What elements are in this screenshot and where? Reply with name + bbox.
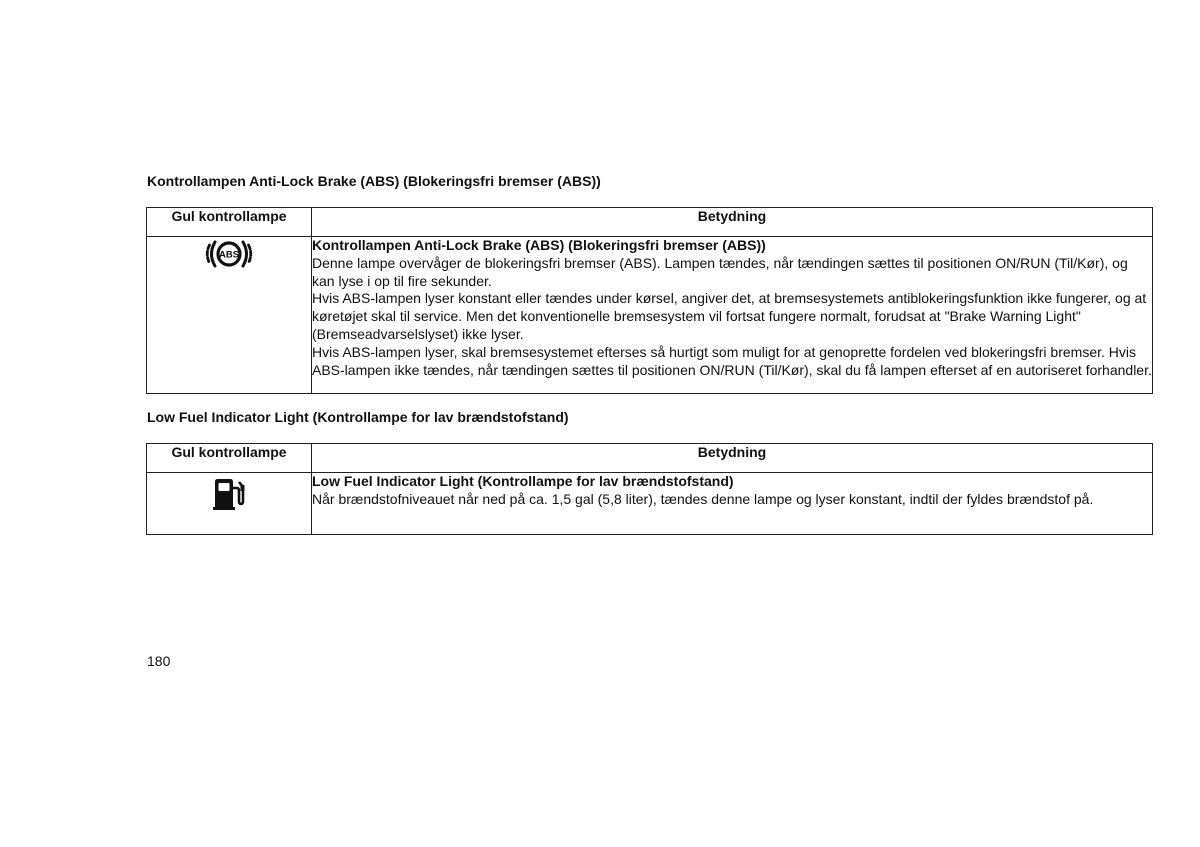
abs-section-title: Kontrollampen Anti-Lock Brake (ABS) (Blokeringsfri bremser (ABS)) <box>147 173 601 189</box>
header-meaning-column: Betydning <box>312 444 1153 473</box>
paragraph: Hvis ABS-lampen lyser, skal bremsesystemet efterses så hurtigt som muligt for at genoprette fordelen ved blokeringsfri bremser. Hvis ABS-lampen ikke tændes, når tændingen sættes til positionen ON/RUN (Til/Kør), skal du få lampen efterset af en autoriseret forhandler. <box>312 343 1152 378</box>
meaning-cell <box>312 237 1153 394</box>
fuel-pump-icon <box>212 476 246 512</box>
table-row <box>147 473 1153 535</box>
cell-title: Low Fuel Indicator Light (Kontrollampe for lav brændstofstand) <box>312 473 734 489</box>
table-row <box>147 237 1153 394</box>
meaning-cell <box>312 473 1153 535</box>
table-header-row <box>147 444 1153 473</box>
fuel-warning-table <box>146 443 1153 535</box>
table-header-row <box>147 208 1153 237</box>
header-light-column: Gul kontrollampe <box>147 444 312 473</box>
page-number: 180 <box>147 653 171 669</box>
header-meaning-column: Betydning <box>312 208 1153 237</box>
paragraph: Når brændstofniveauet når ned på ca. 1,5 gal (5,8 liter), tændes denne lampe og lyser konstant, indtil der fyldes brændstof på. <box>312 490 1094 507</box>
abs-warning-table <box>146 207 1153 394</box>
cell-title: Kontrollampen Anti-Lock Brake (ABS) (Blokeringsfri bremser (ABS)) <box>312 237 766 253</box>
abs-icon-text: ABS <box>218 249 240 261</box>
header-light-column: Gul kontrollampe <box>147 208 312 237</box>
fuel-section-title: Low Fuel Indicator Light (Kontrollampe for lav brændstofstand) <box>147 409 569 425</box>
paragraph: Hvis ABS-lampen lyser konstant eller tændes under kørsel, angiver det, at bremsesystemets antiblokeringsfunktion ikke fungerer, og at køretøjet skal til service. Men det konventionelle bremsesystem vil fortsat fungere normalt, forudsat at "Brake Warning Light" (Bremseadvarselslyset) ikke lyser. <box>312 290 1147 342</box>
icon-cell <box>147 237 312 394</box>
paragraph: Denne lampe overvåger de blokeringsfri bremser (ABS). Lampen tændes, når tændingen sættes til positionen ON/RUN (Til/Kør), og kan lyse i op til fire sekunder. <box>312 254 1128 289</box>
abs-warning-icon <box>205 237 253 271</box>
icon-cell <box>147 473 312 535</box>
